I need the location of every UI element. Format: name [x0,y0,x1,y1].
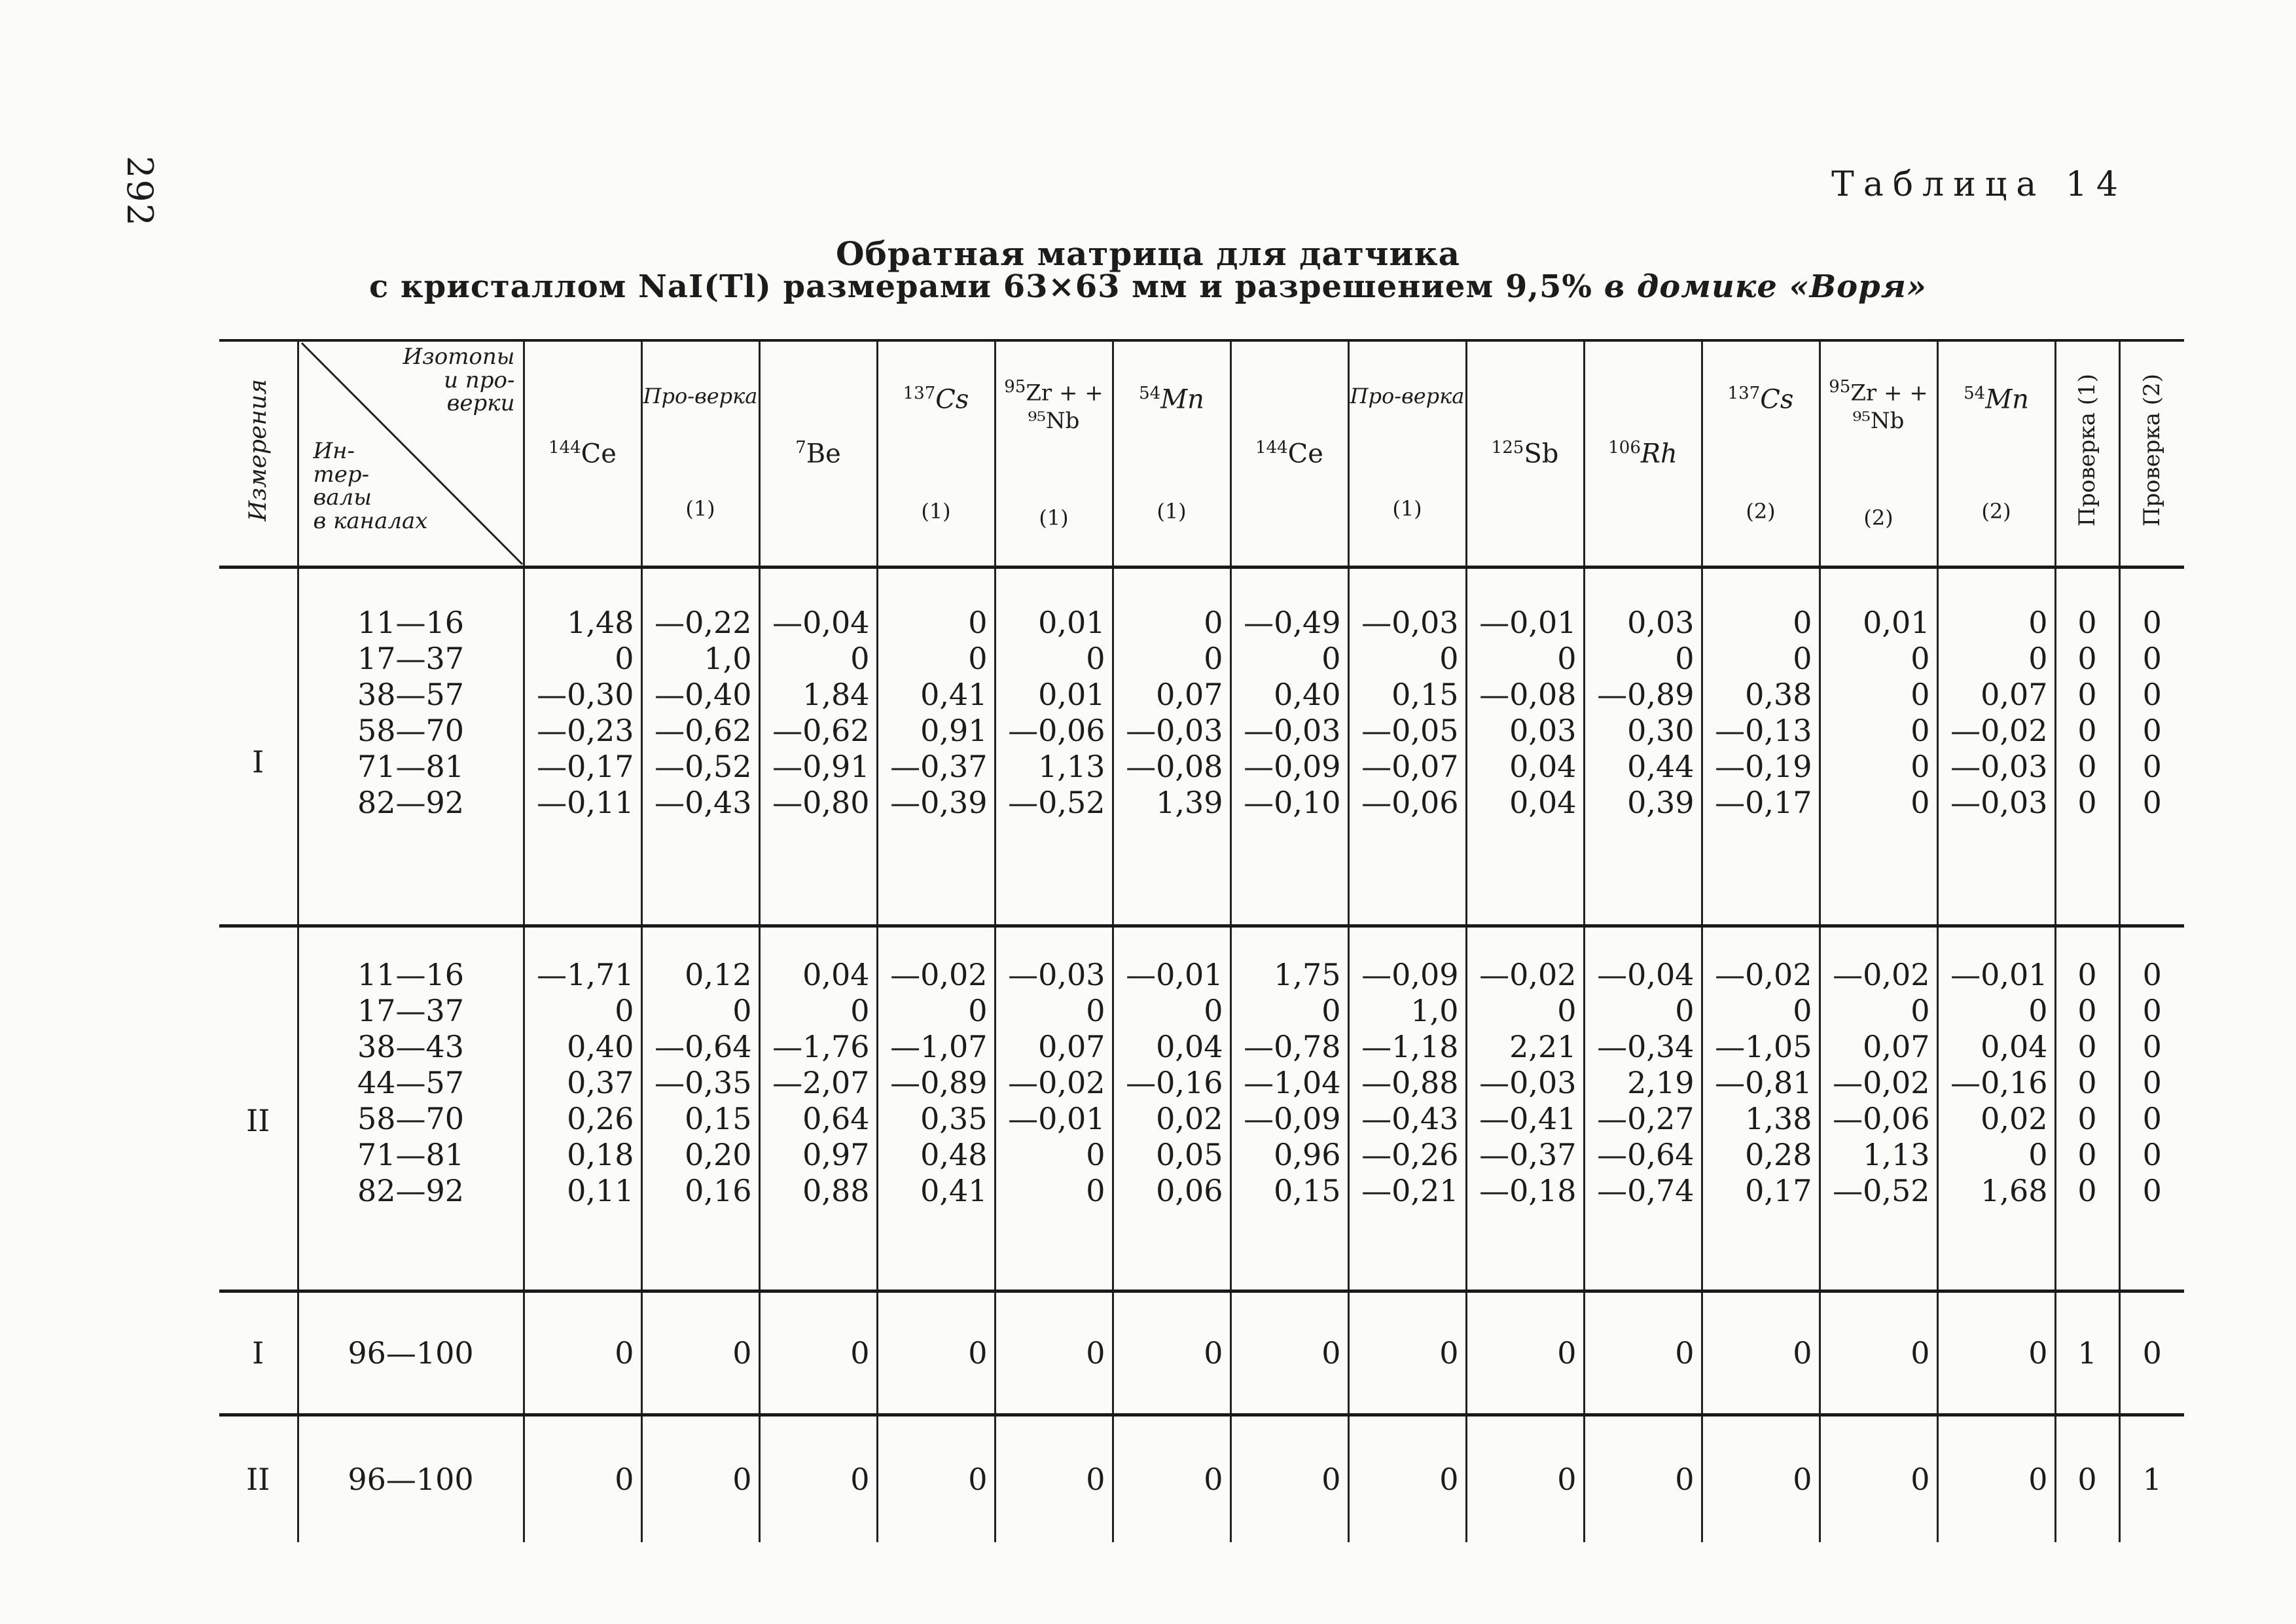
value-cell: 0 [1466,1291,1584,1415]
table-subtitle-main: с кристаллом NaI(Tl) размерами 63×63 мм и разрешением 9,5% [369,268,1592,305]
corner-isotopes-label: Изотопы и про- верки [403,344,515,417]
group-row [219,1415,2184,1543]
header-corner [298,340,524,568]
value-cell: 0 0 0,41 0,91 —0,37 —0,39 [877,568,995,926]
value-cell: 1 [2055,1291,2119,1415]
header-col-7: $^{144}$Ce [1230,340,1348,568]
value-cell: —0,49 0 0,40 —0,03 —0,09 —0,10 [1230,568,1348,926]
header-col-15: Проверка (2) [2119,340,2184,568]
value-cell: 0 0 0,07 —0,03 —0,08 1,39 [1113,568,1230,926]
value-cell: 0 [641,1291,759,1415]
intervals-cell: 96—100 [298,1415,524,1543]
value-cell: 0 [1113,1415,1230,1543]
value-cell: —0,02 0 —1,07 —0,89 0,35 0,48 0,41 [877,926,995,1291]
value-cell: —0,02 0 2,21 —0,03 —0,41 —0,37 —0,18 [1466,926,1584,1291]
value-cell: 0 [995,1415,1113,1543]
group-row [219,568,2184,926]
value-cell: 0,12 0 —0,64 —0,35 0,15 0,20 0,16 [641,926,759,1291]
value-cell: —0,01 0 0,04 —0,16 0,02 0,05 0,06 [1113,926,1230,1291]
header-col-11: $^{137}$Cs (2) [1702,340,1820,568]
measurement-cell: II [246,1461,270,1497]
header-row [219,340,2184,568]
header-col-10: $^{106}$Rh [1584,340,1702,568]
value-cell: —0,04 0 —0,34 2,19 —0,27 —0,64 —0,74 [1584,926,1702,1291]
value-cell: 0 0 0 0 0 0 0 [2055,926,2119,1291]
value-cell: 0 [1348,1291,1466,1415]
value-cell: 0 [1466,1415,1584,1543]
value-cell: 1 [2119,1415,2184,1543]
value-cell: —0,01 0 —0,08 0,03 0,04 0,04 [1466,568,1584,926]
value-cell: 0,01 0 0 0 0 0 [1820,568,1937,926]
header-col-13: $^{54}$Mn (2) [1937,340,2055,568]
value-cell: 0 0 0 0 0 0 [2119,568,2184,926]
group-row [219,926,2184,1291]
group-row [219,1291,2184,1415]
page-number: 292 [119,156,160,228]
header-col-3: $^7$Be [759,340,877,568]
value-cell: 0 [1584,1415,1702,1543]
value-cell: 0 0 0 0 0 0 0 [2119,926,2184,1291]
measurement-cell: I [219,568,298,926]
value-cell: 0 [1702,1291,1820,1415]
value-cell: 0 [1584,1291,1702,1415]
header-col-8: Про-верка (1) [1348,340,1466,568]
intervals-cell: 11—16 17—37 38—43 44—57 58—70 71—81 82—92 [298,926,524,1291]
value-cell: —0,22 1,0 —0,40 —0,62 —0,52 —0,43 [641,568,759,926]
value-cell: —0,02 0 0,07 —0,02 —0,06 1,13 —0,52 [1820,926,1937,1291]
value-cell: 0 [1937,1415,2055,1543]
header-col-14: Проверка (1) [2055,340,2119,568]
table-label: Таблица 14 [1831,165,2127,204]
value-cell: 0,04 0 —1,76 —2,07 0,64 0,97 0,88 [759,926,877,1291]
value-cell: 0 [2119,1291,2184,1415]
measurement-cell: I [219,1291,298,1415]
value-cell: —0,09 1,0 —1,18 —0,88 —0,43 —0,26 —0,21 [1348,926,1466,1291]
value-cell: —0,01 0 0,04 —0,16 0,02 0 1,68 [1937,926,2055,1291]
value-cell: 0 [1348,1415,1466,1543]
value-cell: —1,71 0 0,40 0,37 0,26 0,18 0,11 [524,926,641,1291]
intervals-cell: 11—16 17—37 38—57 58—70 71—81 82—92 [298,568,524,926]
inverse-matrix-table [219,339,2184,1542]
header-col-2: Про-верка (1) [641,340,759,568]
value-cell: 0 0 0 0 0 0 [2055,568,2119,926]
header-col-12: $^{95}$Zr + + ⁹⁵Nb (2) [1820,340,1937,568]
value-cell: 1,48 0 —0,30 —0,23 —0,17 —0,11 [524,568,641,926]
measurement-cell: II [219,926,298,1291]
value-cell: 0 [759,1291,877,1415]
value-cell: 0 [1937,1291,2055,1415]
value-cell: 0 [1230,1291,1348,1415]
value-cell: 0 [1230,1415,1348,1543]
value-cell: —0,03 0 0,07 —0,02 —0,01 0 0 [995,926,1113,1291]
value-cell: 0 [877,1291,995,1415]
value-cell: 0,03 0 —0,89 0,30 0,44 0,39 [1584,568,1702,926]
value-cell: —0,03 0 0,15 —0,05 —0,07 —0,06 [1348,568,1466,926]
header-col-9: $^{125}$Sb [1466,340,1584,568]
value-cell: 0 0 0,07 —0,02 —0,03 —0,03 [1937,568,2055,926]
value-cell: 0 [1820,1415,1937,1543]
value-cell: —0,04 0 1,84 —0,62 —0,91 —0,80 [759,568,877,926]
value-cell: 0 [524,1415,641,1543]
value-cell: 0 [877,1415,995,1543]
header-measurement: Измерения [219,340,298,568]
table-title: Обратная матрица для датчика [835,234,1460,273]
value-cell: 0 [641,1415,759,1543]
header-col-4: $^{137}$Cs (1) [877,340,995,568]
table-subtitle [0,268,2296,305]
intervals-cell: 96—100 [298,1291,524,1415]
value-cell: 0 [2055,1415,2119,1543]
header-col-6: $^{54}$Mn (1) [1113,340,1230,568]
value-cell: 0 [1702,1415,1820,1543]
header-col-5: $^{95}$Zr + + ⁹⁵Nb (1) [995,340,1113,568]
value-cell: 0,01 0 0,01 —0,06 1,13 —0,52 [995,568,1113,926]
corner-intervals-label: Ин- тер- валы в каналах [313,438,428,535]
value-cell: 0 [1113,1291,1230,1415]
value-cell: —0,02 0 —1,05 —0,81 1,38 0,28 0,17 [1702,926,1820,1291]
value-cell: 0 [995,1291,1113,1415]
header-col-1: $^{144}$Ce [524,340,641,568]
value-cell: 0 0 0,38 —0,13 —0,19 —0,17 [1702,568,1820,926]
value-cell: 0 [759,1415,877,1543]
value-cell: 1,75 0 —0,78 —1,04 —0,09 0,96 0,15 [1230,926,1348,1291]
value-cell: 0 [1820,1291,1937,1415]
table-subtitle-location: в домике «Воря» [1604,268,1927,305]
value-cell: 0 [524,1291,641,1415]
